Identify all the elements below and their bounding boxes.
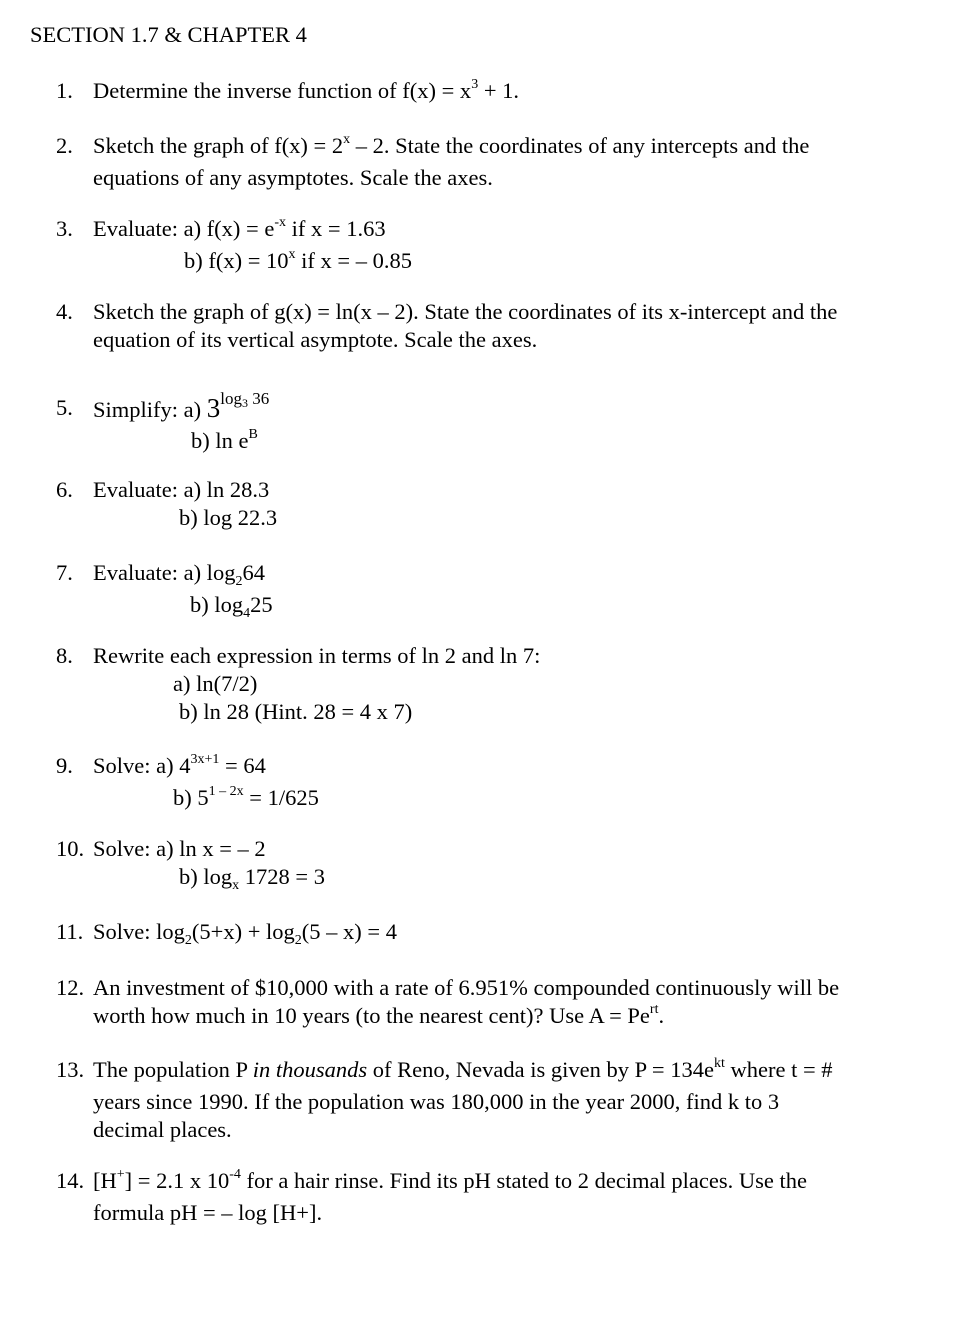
question-part-a: a) ln(7/2) [173, 671, 258, 696]
question-part-a: Evaluate: a) ln 28.3 [93, 477, 270, 502]
question-number: 4. [56, 299, 73, 324]
question-part-b: b) $f(x) = 10^x$ if x = – 0.85 [184, 247, 412, 273]
question-text: Determine the inverse function of $f(x) = x^3 + 1$. [93, 77, 520, 103]
question-text-line-2: worth how much in 10 years (to the nearest cent)? Use $A = Pe^{rt}$. [93, 1002, 665, 1028]
question-number: 13. [56, 1057, 85, 1082]
question-text: [H+] = 2.1 x $10^{-4}$ for a hair rinse. Find its pH stated to 2 decimal places. Use the [93, 1167, 807, 1193]
question-number: 3. [56, 216, 73, 241]
question-text: Rewrite each expression in terms of ln 2 and ln 7: [93, 643, 541, 668]
question-number: 12. [56, 975, 85, 1000]
question-text: Solve: $\log_2(5+x) + \log_2(5 - x) = 4$ [93, 919, 397, 948]
question-part-a: Evaluate: a) $\log_264$ [93, 560, 265, 589]
question-text-line-2: years since 1990. If the population was 180,000 in the year 2000, find k to 3 [93, 1089, 780, 1114]
question-part-b: b) $\log_425$ [190, 592, 273, 621]
question-number: 8. [56, 643, 73, 668]
question-number: 9. [56, 753, 73, 778]
question-number: 7. [56, 560, 73, 585]
question-number: 10. [56, 836, 85, 861]
question-text: Sketch the graph of g(x) = ln(x – 2). State the coordinates of its x-intercept and the [93, 299, 838, 324]
question-number: 14. [56, 1168, 85, 1193]
question-part-b: b) $\ln e^B$ [191, 427, 258, 453]
question-text-line-2: equations of any asymptotes. Scale the axes. [93, 165, 493, 190]
question-number: 2. [56, 133, 73, 158]
question-part-a: Evaluate: a) $f(x) = e^{-x}$ if x = 1.63 [93, 215, 386, 241]
question-number: 1. [56, 78, 73, 103]
question-part-a: Simplify: a) $3^{log_3 36}$ [93, 389, 270, 423]
question-part-a: Solve: a) $4^{3x+1} = 64$ [93, 752, 266, 778]
question-number: 5. [56, 395, 73, 420]
question-part-a: Solve: a) ln x = – 2 [93, 836, 266, 861]
question-text-line-3: decimal places. [93, 1117, 232, 1142]
page-title: SECTION 1.7 & CHAPTER 4 [30, 22, 307, 47]
question-number: 11. [56, 919, 84, 944]
question-part-b: b) $5^{1 - 2x} = 1/625$ [173, 784, 319, 810]
question-text-line-2: equation of its vertical asymptote. Scale the axes. [93, 327, 538, 352]
question-part-b: b) ln 28 (Hint. 28 = 4 x 7) [179, 699, 413, 724]
question-part-b: b) $\log_x 1728 = 3$ [179, 864, 325, 893]
question-number: 6. [56, 477, 73, 502]
question-text: The population P in thousands of Reno, Nevada is given by $P = 134e^{kt}$ where t = # [93, 1056, 833, 1082]
question-text-line-2: formula pH = – log [H+]. [93, 1200, 323, 1225]
question-text: An investment of $10,000 with a rate of 6.951% compounded continuously will be [93, 975, 840, 1000]
question-part-b: b) log 22.3 [179, 505, 278, 530]
question-text: Sketch the graph of $f(x) = 2^x - 2$. State the coordinates of any intercepts and the [93, 132, 810, 158]
